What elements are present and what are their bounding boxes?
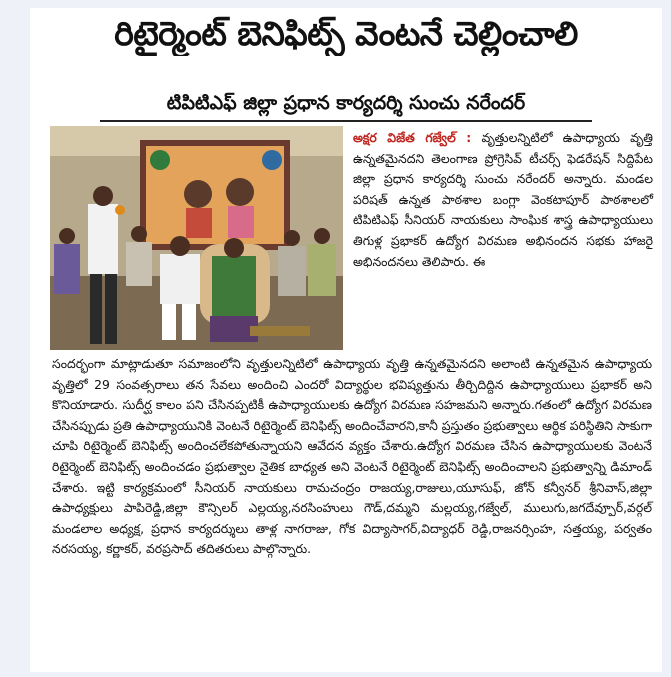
event-photo (50, 126, 343, 350)
article-body-column (353, 128, 653, 272)
article-body-column-text: వృత్తులన్నిటిలో ఉపాధ్యాయ వృత్తి ఉన్నతమైనదని తెలంగాణ ప్రోగ్రెసివ్ టీచర్స్ ఫెడరేషన్ సిద్దిపేట జిల్లా ప్రధాన కార్యదర్శి సుంచు నరేందర్ అన్నారు. మండల పరిషత్ ఉన్నత పాఠశాల బంగ్లా వెంకటాపూర్ పాఠశాలలో టిపిటిఎఫ్ సీనియర్ నాయకులు సాంఘిక శాస్త్ర ఉపాధ్యాయులు తిగుళ్ల ప్రభాకర్ ఉద్యోగ విరమణ అభినందన సభకు హాజరై అభినందనలు తెలిపారు. ఈ (353, 130, 653, 269)
headline: రిటైర్మెంట్ బెనిఫిట్స్ వెంటనే చెల్లించాలి (114, 14, 578, 53)
article-body-full: సందర్భంగా మాట్లాడుతూ సమాజంలోని వృత్తులన్నిటిలో ఉపాధ్యాయ వృత్తి ఉన్నతమైనదని అలాంటి ఉన్నతమైన ఉపాధ్యాయ వృత్తిలో 29 సంవత్సరాలు తన సేవలు అందించి ఎందరో విద్యార్థుల భవిష్యత్తును తీర్చిదిద్దిన ఉపాధ్యాయులు ప్రభాకర్ అని కొనియాడారు. సుదీర్ఘ కాలం పని చేసినప్పటికీ ఉపాధ్యాయులకు ఉద్యోగ విరమణ సహజమని అన్నారు.గతంలో ఉద్యోగ విరమణ చేసినప్పుడు ప్రతి ఉపాధ్యాయునికి వెంటనే రిటైర్మెంట్ బెనిఫిట్స్ అందించేవారని,కానీ ప్రస్తుతం ప్రభుత్వాలు ఆర్థిక పరిస్థితిని సాకుగా చూపి రిటైర్మెంట్ బెనిఫిట్స్ అందించలేకపోతున్నాయని ఆవేదన వ్యక్తం చేశారు.ఉద్యోగ విరమణ చేసిన ఉపాధ్యాయులకు వెంటనే రిటైర్మెంట్ బెనిఫిట్స్ అందించడం ప్రభుత్వాల నైతిక బాధ్యత అని వెంటనే రిటైర్మెంట్ బెనిఫిట్స్ అందించాలని ప్రభుత్వాన్ని డిమాండ్ చేశారు. ఇట్టి కార్యక్రమంలో సీనియర్ నాయకులు రామచంద్రం రాజయ్య,రాజులు,యూసుఫ్, జోన్ కన్వీనర్ శ్రీనివాస్,జిల్లా ఉపాధ్యక్షులు పాపిరెడ్డి,జిల్లా కౌన్సిలర్ ఎల్లయ్య,నరసింహులు గౌడ్,దమ్మని మల్లయ్య,గజ్వేల్, ములుగు,జగదేవ్పూర్,వర్గల్ మండలాల అధ్యక్ష, ప్రధాన కార్యదర్శులు తాళ్ల నాగరాజు, గోక విద్యాసాగర్,విద్యాధర్ రెడ్డి,రాజనర్సింహ, సత్తయ్య, పర్వతం నరసయ్య, కర్ణాకర్, వరప్రసాద్ తదితరులు పాల్గొన్నారు. (52, 356, 652, 557)
event-photo-illustration (50, 126, 343, 350)
subheadline: టిపిటిఎఫ్ జిల్లా ప్రధాన కార్యదర్శి సుంచు నరేందర్ (100, 86, 592, 122)
news-clipping (30, 8, 662, 672)
dateline: అక్షర విజేత గజ్వేల్ : (353, 130, 472, 145)
